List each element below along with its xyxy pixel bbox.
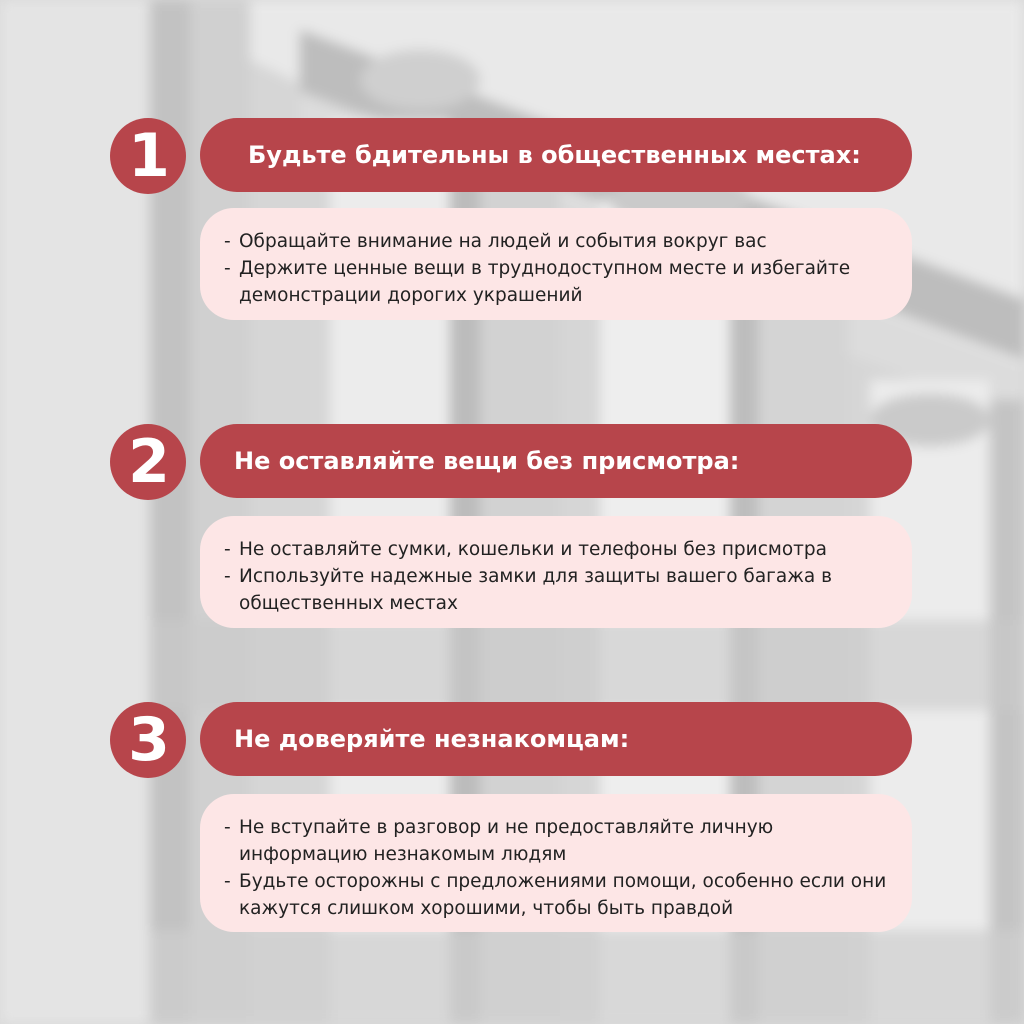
list-item: - Используйте надежные замки для защиты вашего багажа в общественных местах	[224, 563, 888, 617]
list-item: - Не оставляйте сумки, кошельки и телефоны без присмотра	[224, 536, 888, 563]
step-number-1: 1	[110, 118, 186, 194]
list-item: - Не вступайте в разговор и не предоставляйте личную информацию незнакомым людям	[224, 814, 888, 868]
section-card-1	[200, 208, 912, 320]
section-title-3: Не доверяйте незнакомцам:	[200, 702, 912, 776]
section-title-2: Не оставляйте вещи без присмотра:	[200, 424, 912, 498]
list-item: - Держите ценные вещи в труднодоступном месте и избегайте демонстрации дорогих украшений	[224, 255, 888, 309]
list-item: - Обращайте внимание на людей и события вокруг вас	[224, 228, 888, 255]
section-card-3	[200, 794, 912, 932]
step-number-2: 2	[110, 424, 186, 500]
section-list-3	[224, 814, 888, 922]
section-list-1	[224, 228, 888, 309]
list-item: - Будьте осторожны с предложениями помощи, особенно если они кажутся слишком хорошими, чтобы быть правдой	[224, 868, 888, 922]
section-title-1: Будьте бдительны в общественных местах:	[200, 118, 912, 192]
section-list-2	[224, 536, 888, 617]
section-card-2	[200, 516, 912, 628]
step-number-3: 3	[110, 702, 186, 778]
